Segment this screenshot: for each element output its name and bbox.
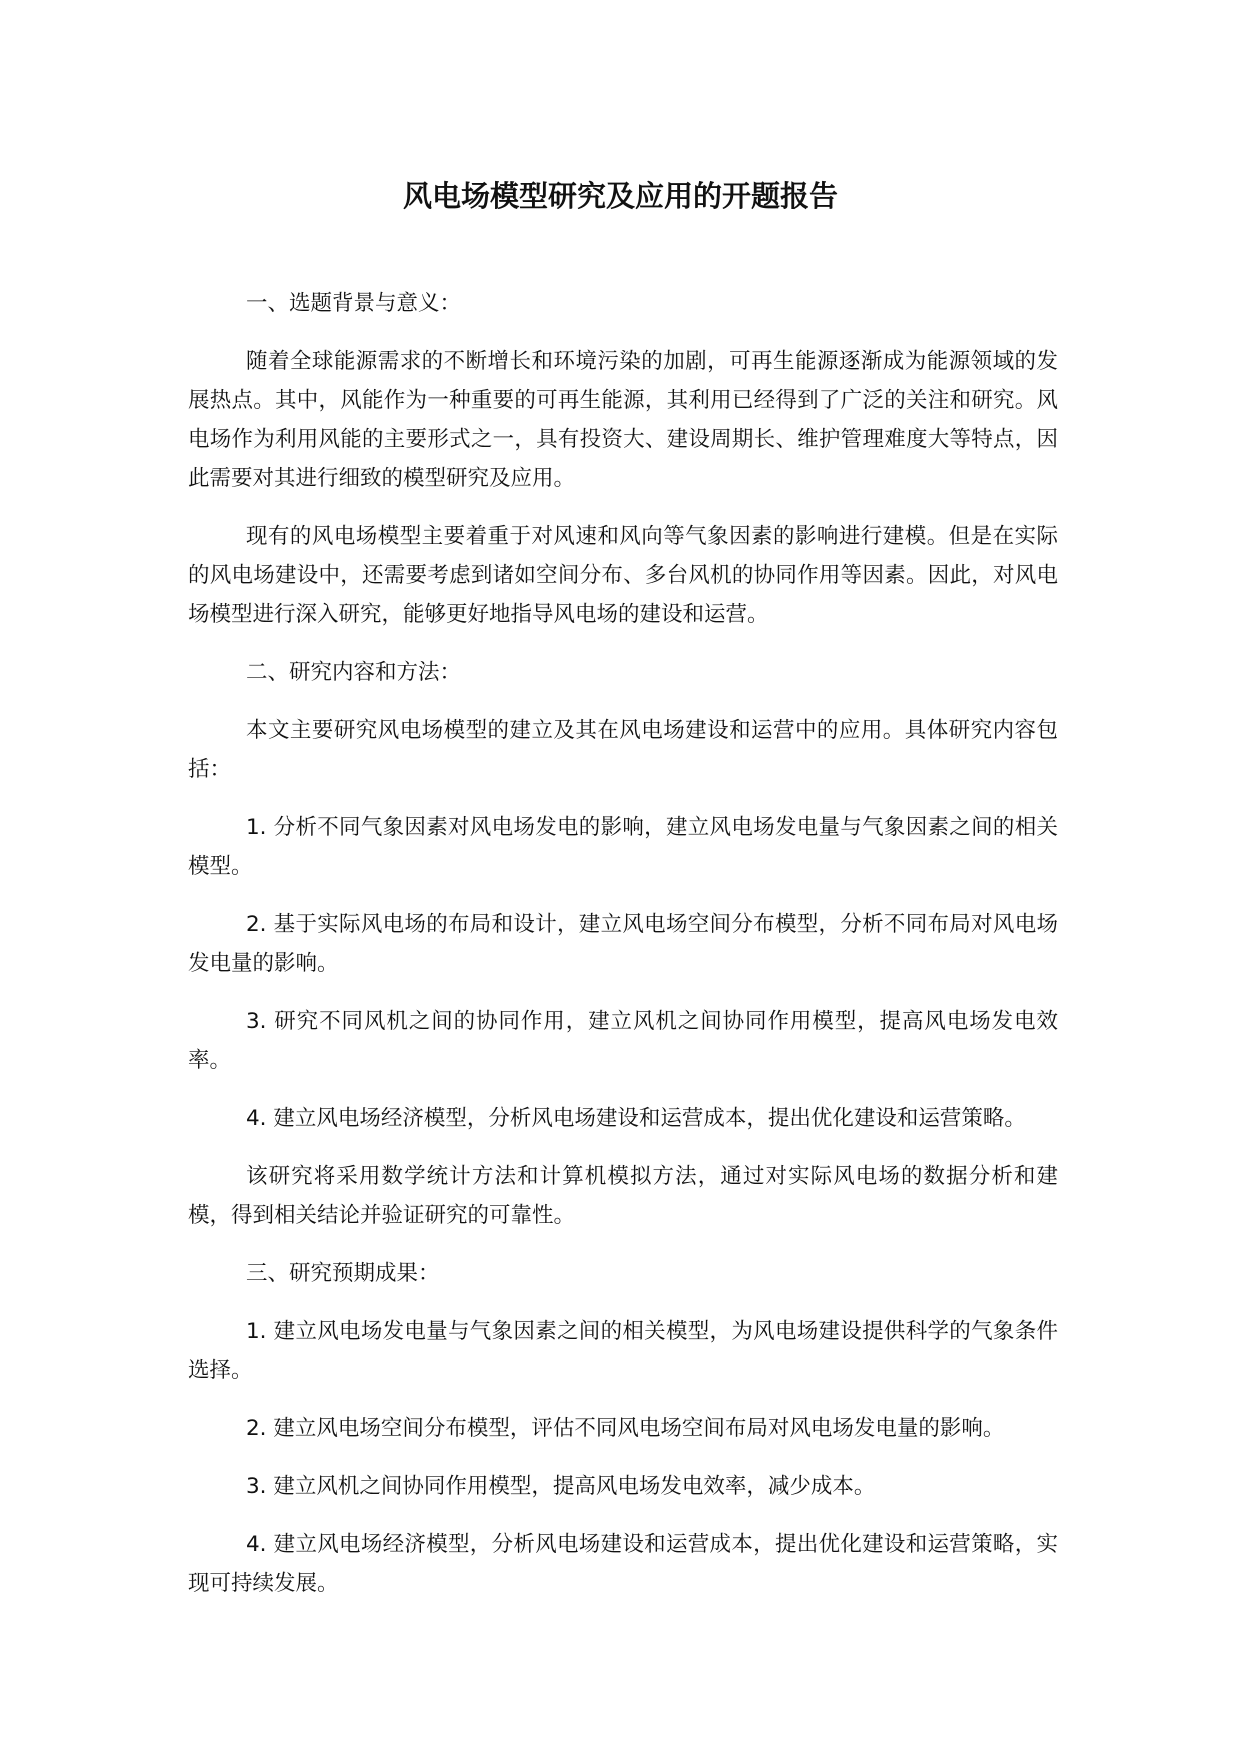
list-item-result-4: 4. 建立风电场经济模型，分析风电场建设和运营成本，提出优化建设和运营策略，实现可持续发展。	[188, 1532, 1058, 1596]
paragraph-background-2: 现有的风电场模型主要着重于对风速和风向等气象因素的影响进行建模。但是在实际的风电场建设中，还需要考虑到诸如空间分布、多台风机的协同作用等因素。因此，对风电场模型进行深入研究，能够更好地指导风电场的建设和运营。	[188, 524, 1058, 627]
list-item-result-2: 2. 建立风电场空间分布模型，评估不同风电场空间布局对风电场发电量的影响。	[246, 1416, 1005, 1441]
paragraph-method: 该研究将采用数学统计方法和计算机模拟方法，通过对实际风电场的数据分析和建模，得到相关结论并验证研究的可靠性。	[188, 1164, 1058, 1228]
section-heading-expected-results: 三、研究预期成果：	[246, 1261, 440, 1286]
paragraph-content-intro: 本文主要研究风电场模型的建立及其在风电场建设和运营中的应用。具体研究内容包括：	[188, 718, 1058, 782]
list-item-content-4: 4. 建立风电场经济模型，分析风电场建设和运营成本，提出优化建设和运营策略。	[246, 1106, 1026, 1131]
document-title: 风电场模型研究及应用的开题报告	[402, 179, 838, 213]
section-heading-background: 一、选题背景与意义：	[246, 291, 462, 316]
list-item-result-3: 3. 建立风机之间协同作用模型，提高风电场发电效率，减少成本。	[246, 1474, 876, 1499]
list-item-content-2: 2. 基于实际风电场的布局和设计，建立风电场空间分布模型，分析不同布局对风电场发电量的影响。	[188, 912, 1058, 976]
list-item-result-1: 1. 建立风电场发电量与气象因素之间的相关模型，为风电场建设提供科学的气象条件选择。	[188, 1319, 1058, 1383]
paragraph-background-1: 随着全球能源需求的不断增长和环境污染的加剧，可再生能源逐渐成为能源领域的发展热点。其中，风能作为一种重要的可再生能源，其利用已经得到了广泛的关注和研究。风电场作为利用风能的主要形式之一，具有投资大、建设周期长、维护管理难度大等特点，因此需要对其进行细致的模型研究及应用。	[188, 349, 1058, 491]
document-body	[188, 284, 1058, 1622]
section-heading-content-method: 二、研究内容和方法：	[246, 660, 462, 685]
list-item-content-3: 3. 研究不同风机之间的协同作用，建立风机之间协同作用模型，提高风电场发电效率。	[188, 1009, 1058, 1073]
list-item-content-1: 1. 分析不同气象因素对风电场发电的影响，建立风电场发电量与气象因素之间的相关模型。	[188, 815, 1058, 879]
